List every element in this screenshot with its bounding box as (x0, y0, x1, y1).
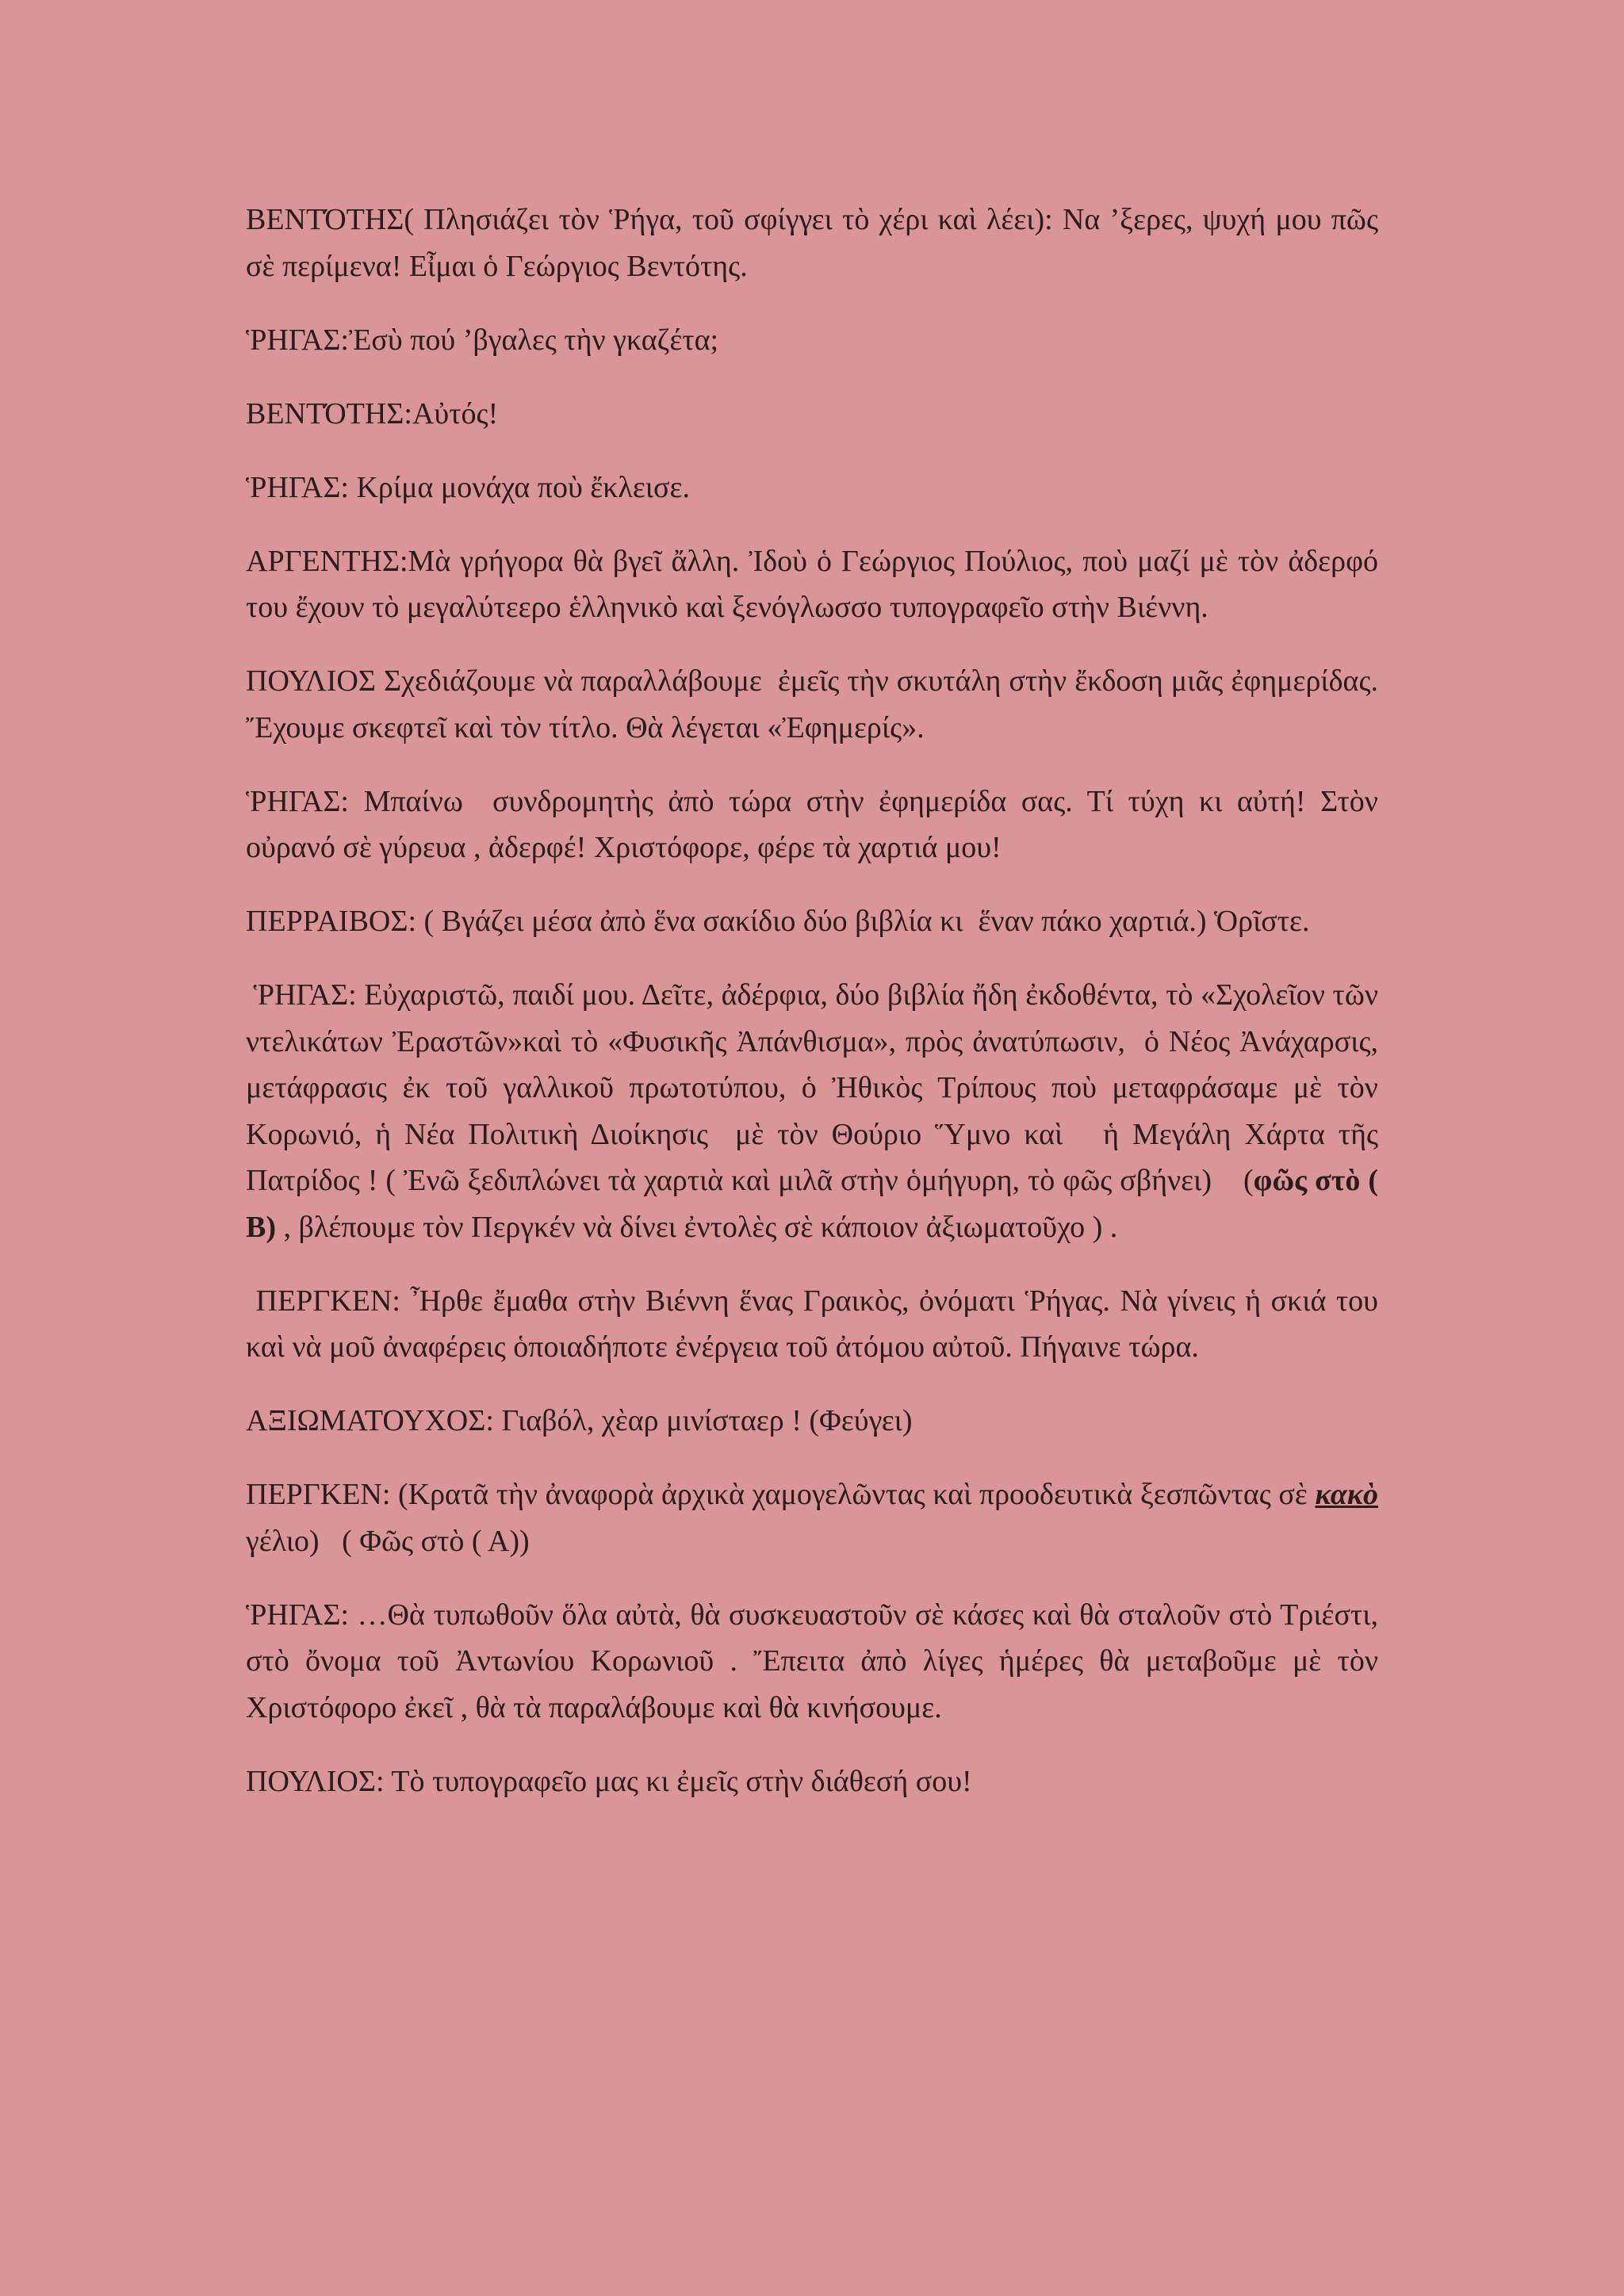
dialogue-paragraph: ΑΞΙΩΜΑΤΟΥΧΟΣ: Γιαβόλ, χὲαρ μινίσταερ ! (Φεύγει) (246, 1404, 913, 1437)
dialogue-paragraph (246, 972, 1386, 1250)
dialogue-paragraph: ῬΗΓΑΣ: …Θὰ τυπωθοῦν ὅλα αὐτὰ, θὰ συσκευαστοῦν σὲ κάσες καὶ θὰ σταλοῦν στὸ Τριέστι, στὸ ὄνομα τοῦ Ἀντωνίου Κορωνιοῦ . Ἔπειτα ἀπὸ λίγες ἡμέρες θὰ μεταβοῦμε μὲ τὸν Χριστόφορο ἐκεῖ , θὰ τὰ παραλάβουμε καὶ θὰ κινήσουμε. (246, 1598, 1393, 1724)
paragraph-text: γέλιο) ( Φῶς στὸ ( Α)) (246, 1478, 1386, 1558)
dialogue-paragraph: ΠΟΥΛΙΟΣ Σχεδιάζουμε νὰ παραλλάβουμε ἐμεῖς τὴν σκυτάλη στὴν ἔκδοση μιᾶς ἐφημερίδας. Ἔχουμε σκεφτεῖ καὶ τὸν τίτλο. Θὰ λέγεται «Ἐφημερίς». (246, 664, 1386, 744)
dialogue-paragraph: ΠΕΡΓΚΕΝ: Ἦρθε ἔμαθα στὴν Βιέννη ἕνας Γραικὸς, ὀνόματι Ῥήγας. Νὰ γίνεις ἡ σκιά του καὶ νὰ μοῦ ἀναφέρεις ὁποιαδήποτε ἐνέργεια τοῦ ἀτόμου αὐτοῦ. Πήγαινε τώρα. (246, 1284, 1386, 1364)
dialogue-paragraph: ΠΟΥΛΙΟΣ: Τὸ τυπογραφεῖο μας κι ἐμεῖς στὴν διάθεσή σου! (246, 1764, 972, 1798)
dialogue-paragraph: ΠΕΡΡΑΙΒΟΣ: ( Βγάζει μέσα ἀπὸ ἕνα σακίδιο δύο βιβλία κι ἕναν πάκο χαρτιά.) Ὁρῖστε. (246, 905, 1310, 938)
dialogue-paragraph: ΒΕΝΤΌΤΗΣ:Αὐτός! (246, 396, 499, 430)
stage-direction-bold: φῶς στὸ ( Β) (246, 1164, 1386, 1244)
dialogue-paragraph: ΒΕΝΤΌΤΗΣ( Πλησιάζει τὸν Ῥήγα, τοῦ σφίγγει τὸ χέρι καὶ λέει): Να ’ξερες, ψυχή μου πῶς σὲ περίμενα! Εἶμαι ὁ Γεώργιος Βεντότης. (246, 203, 1386, 283)
dialogue-paragraph (246, 1471, 1386, 1564)
dialogue-paragraph: ῬΗΓΑΣ: Μπαίνω συνδρομητὴς ἀπὸ τώρα στὴν ἐφημερίδα σας. Τί τύχη κι αὐτή! Στὸν οὐρανό σὲ γύρευα , ἀδερφέ! Χριστόφορε, φέρε τὰ χαρτιά μου! (246, 784, 1386, 864)
dialogue-paragraph: ΑΡΓΕΝΤΗΣ:Μὰ γρήγορα θὰ βγεῖ ἄλλη. Ἰδοὺ ὁ Γεώργιος Πούλιος, ποὺ μαζί μὲ τὸν ἀδερφό του ἔχουν τὸ μεγαλύτεερο ἑλληνικὸ καὶ ξενόγλωσσο τυπογραφεῖο στὴν Βιέννη. (246, 544, 1386, 624)
dialogue-paragraph: ῬΗΓΑΣ: Κρίμα μονάχα ποὺ ἔκλεισε. (246, 470, 690, 504)
paragraph-text: , βλέπουμε τὸν Περγκέν νὰ δίνει ἐντολὲς σὲ κάποιον ἀξιωματοῦχο ) . (276, 1210, 1118, 1244)
emphasis-word: κακὸ (1315, 1478, 1378, 1511)
dialogue-paragraph: ῬΗΓΑΣ:Ἐσὺ πού ’βγαλες τὴν γκαζέτα; (246, 323, 719, 357)
paragraph-text: ΠΕΡΓΚΕΝ: (Κρατᾶ τὴν ἀναφορὰ ἀρχικὰ χαμογελῶντας καὶ προοδευτικὰ ξεσπῶντας σὲ (246, 1478, 1316, 1511)
paragraph-text: ῬΗΓΑΣ: Εὐχαριστῶ, παιδί μου. Δεῖτε, ἀδέρφια, δύο βιβλία ἤδη ἐκδοθέντα, τὸ «Σχολεῖον τῶν ντελικάτων Ἐραστῶν»καὶ τὸ «Φυσικῆς Ἀπάνθισμα», πρὸς ἀνατύπωσιν, ὁ Νέος Ἀνάχαρσις, μετάφρασις ἐκ τοῦ γαλλικοῦ πρωτοτύπου, ὁ Ἠθικὸς Τρίπους ποὺ μεταφράσαμε μὲ τὸν Κορωνιό, ἡ Νέα Πολιτικὴ Διοίκησις μὲ τὸν Θούριο Ὕμνο καὶ ἡ Μεγάλη Χάρτα τῆς Πατρίδος ! ( Ἐνῶ ξεδιπλώνει τὰ χαρτιὰ καὶ μιλᾶ στὴν ὁμήγυρη, τὸ φῶς σβήνει) ( (246, 978, 1386, 1197)
text-column (246, 197, 1393, 1804)
